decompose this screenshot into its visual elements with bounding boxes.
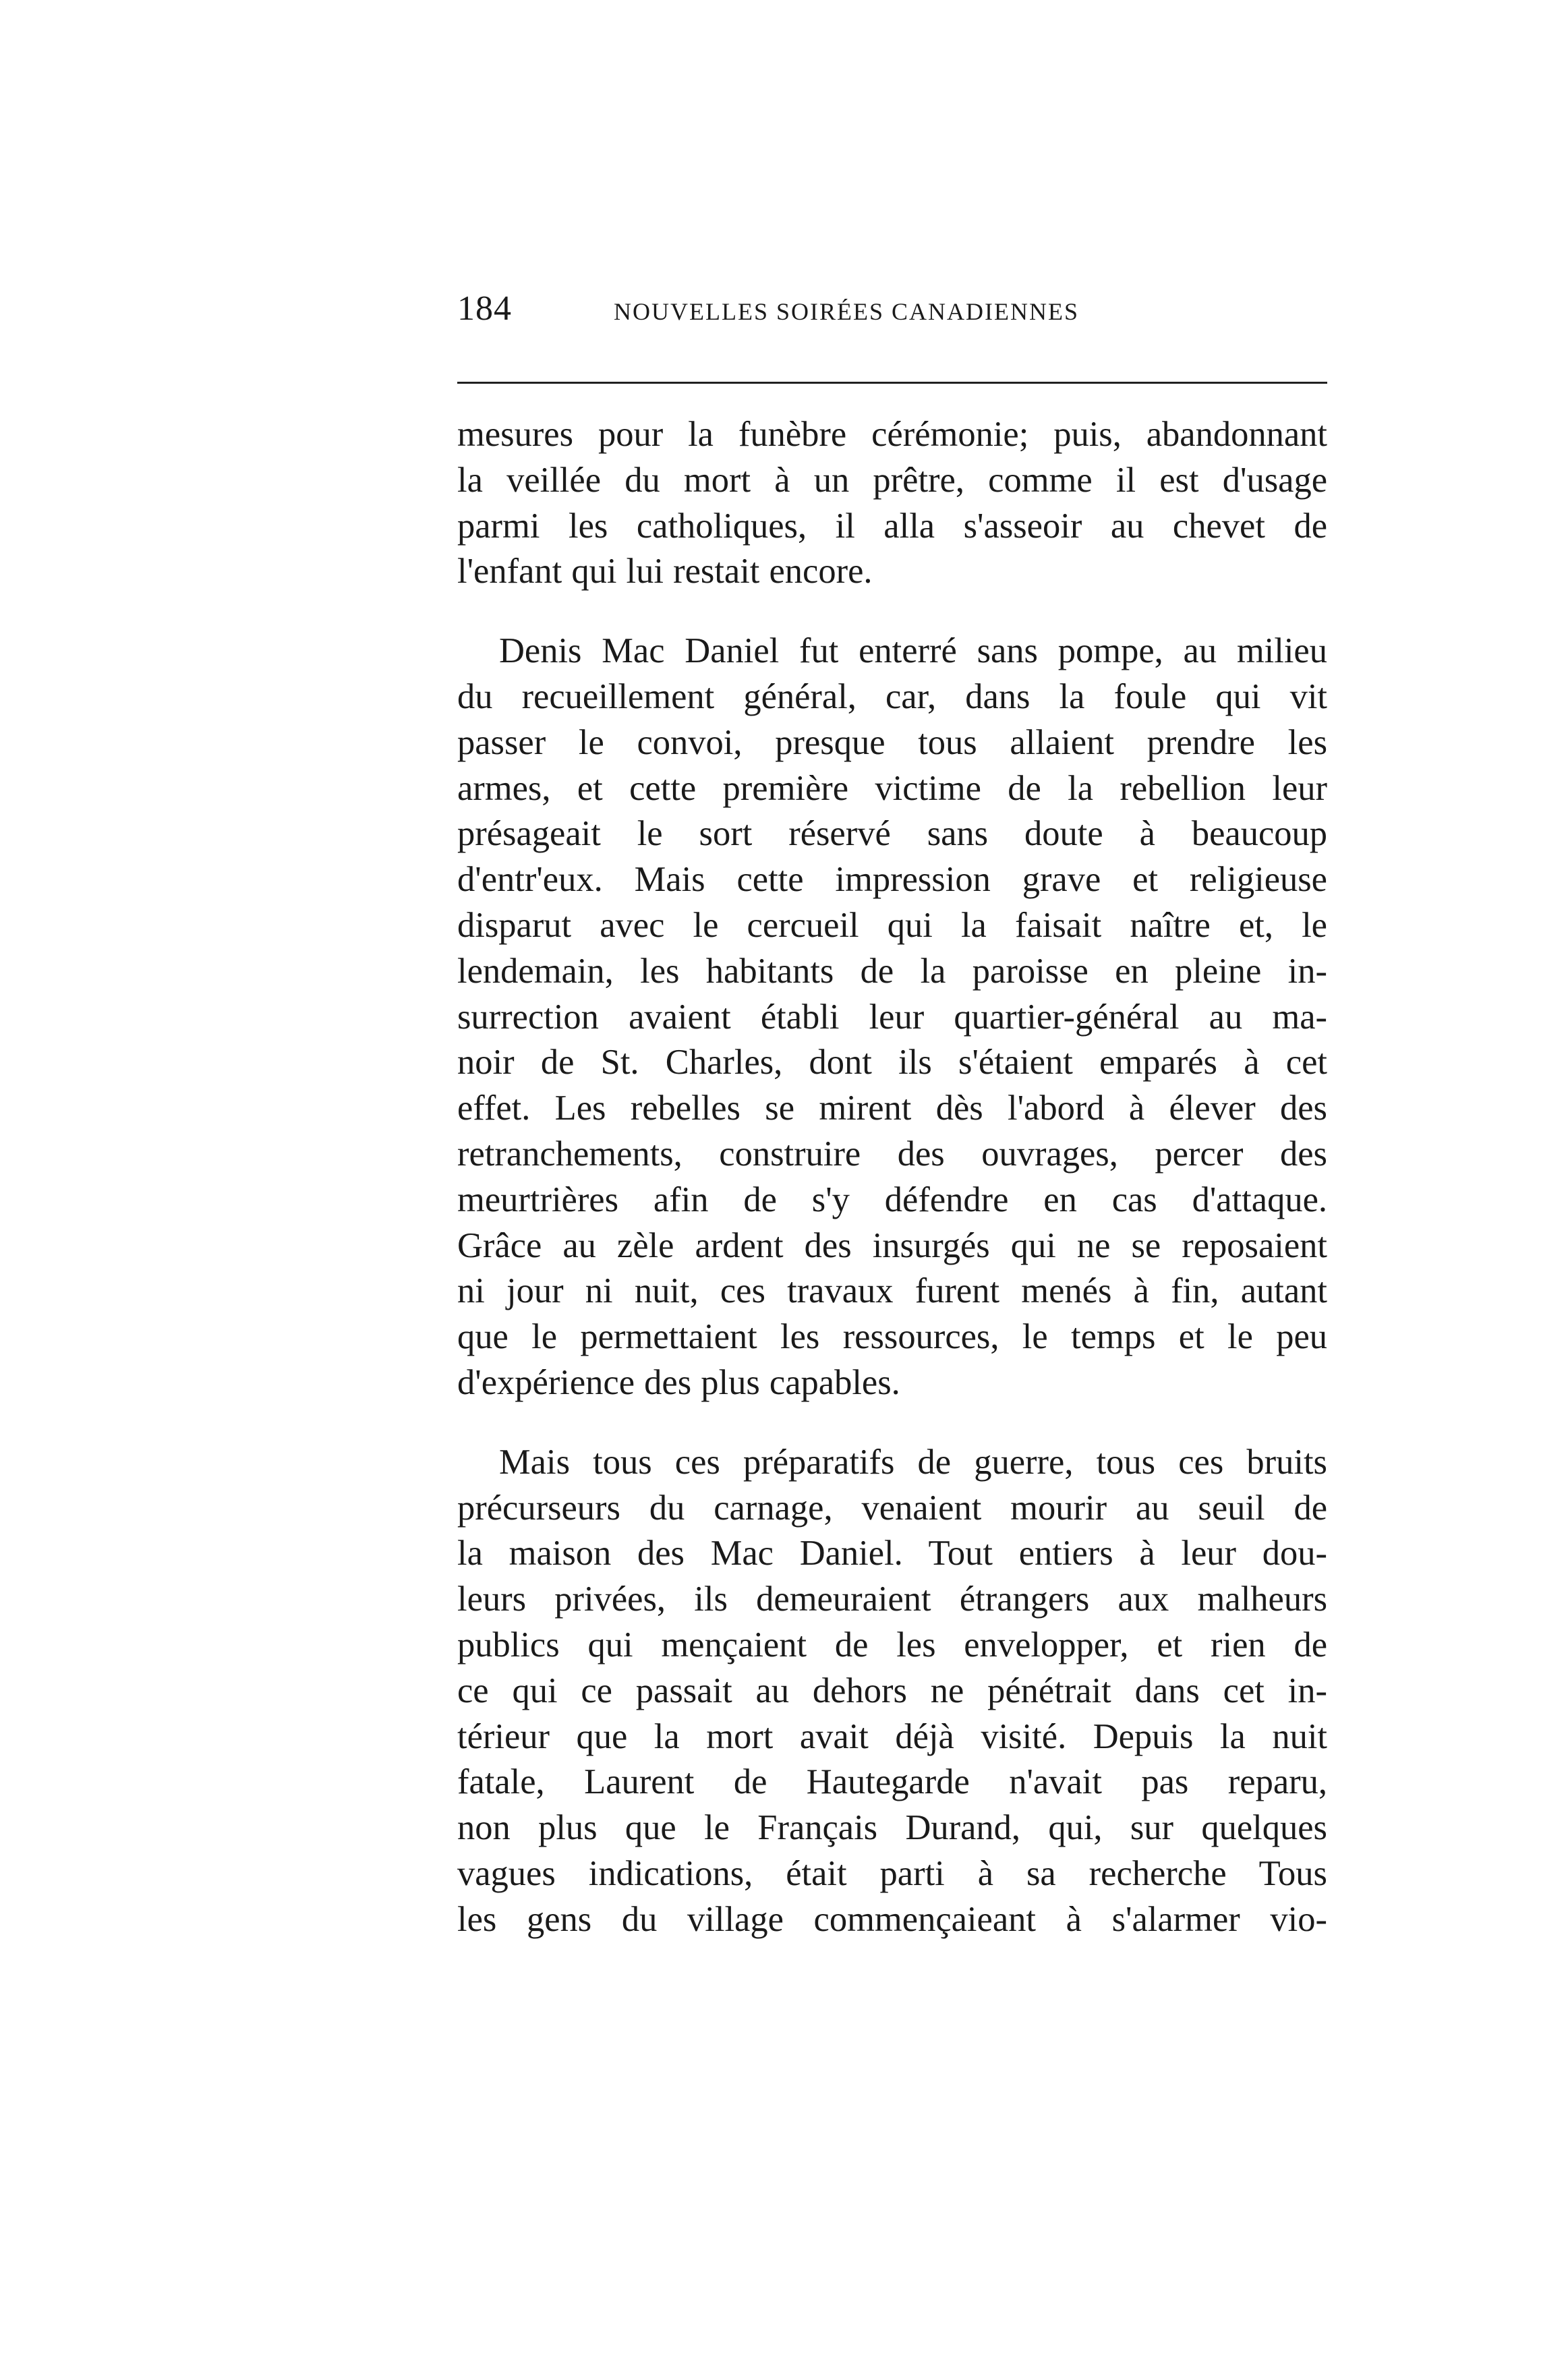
page-number: 184 — [457, 289, 512, 328]
header-rule — [457, 382, 1327, 384]
text-line: non plus que le Français Durand, qui, sur quelques — [457, 1808, 1327, 1848]
running-title: NOUVELLES SOIRÉES CANADIENNES — [614, 298, 1079, 325]
text-line: mesures pour la funèbre cérémonie; puis, abandonnant — [457, 415, 1327, 454]
text-line: parmi les catholiques, il alla s'asseoir au chevet de — [457, 506, 1327, 546]
book-page — [457, 282, 1327, 1943]
paragraph-3 — [457, 1440, 1327, 1943]
text-line: d'entr'eux. Mais cette impression grave et religieuse — [457, 860, 1327, 900]
text-line: lendemain, les habitants de la paroisse en pleine in- — [457, 951, 1327, 991]
text-line: meurtrières afin de s'y défendre en cas d'attaque. — [457, 1180, 1327, 1219]
paragraph-2 — [457, 629, 1327, 1406]
paragraph-1 — [457, 412, 1327, 595]
text-line: effet. Les rebelles se mirent dès l'abord à élever des — [457, 1089, 1327, 1128]
text-line: ce qui ce passait au dehors ne pénétrait dans cet in- — [457, 1671, 1327, 1710]
text-line: noir de St. Charles, dont ils s'étaient emparés à cet — [457, 1043, 1327, 1082]
text-line: Grâce au zèle ardent des insurgés qui ne se reposaient — [457, 1225, 1327, 1265]
text-line: fatale, Laurent de Hautegarde n'avait pas reparu, — [457, 1762, 1327, 1802]
text-line: térieur que la mort avait déjà visité. Depuis la nuit — [457, 1716, 1327, 1756]
text-line: surrection avaient établi leur quartier-général au ma- — [457, 997, 1327, 1037]
text-line: la maison des Mac Daniel. Tout entiers à leur dou- — [457, 1534, 1327, 1573]
text-line: publics qui mençaient de les envelopper, et rien de — [457, 1625, 1327, 1664]
text-line: Mais tous ces préparatifs de guerre, tous ces bruits — [499, 1442, 1327, 1482]
text-line: passer le convoi, presque tous allaient prendre les — [457, 722, 1327, 762]
text-line: précurseurs du carnage, venaient mourir au seuil de — [457, 1488, 1327, 1528]
text-line: disparut avec le cercueil qui la faisait naître et, le — [457, 905, 1327, 945]
text-line: retranchements, construire des ouvrages, percer des — [457, 1134, 1327, 1174]
text-line: leurs privées, ils demeuraient étrangers aux malheurs — [457, 1580, 1327, 1619]
text-line: Denis Mac Daniel fut enterré sans pompe, au milieu — [499, 631, 1327, 671]
text-line: du recueillement général, car, dans la foule qui vit — [457, 676, 1327, 716]
text-line: vagues indications, était parti à sa recherche Tous — [457, 1853, 1327, 1893]
text-line: présageait le sort réservé sans doute à beaucoup — [457, 814, 1327, 854]
text-line: que le permettaient les ressources, le temps et le peu — [457, 1317, 1327, 1357]
text-line: ni jour ni nuit, ces travaux furent menés à fin, autant — [457, 1271, 1327, 1311]
text-line: d'expérience des plus capables. — [457, 1362, 900, 1402]
text-line: les gens du village commençaieant à s'alarmer vio- — [457, 1899, 1327, 1939]
running-head — [457, 282, 1327, 335]
text-line: la veillée du mort à un prêtre, comme il est d'usage — [457, 460, 1327, 500]
text-line: armes, et cette première victime de la rebellion leur — [457, 768, 1327, 808]
text-line: l'enfant qui lui restait encore. — [457, 552, 873, 591]
